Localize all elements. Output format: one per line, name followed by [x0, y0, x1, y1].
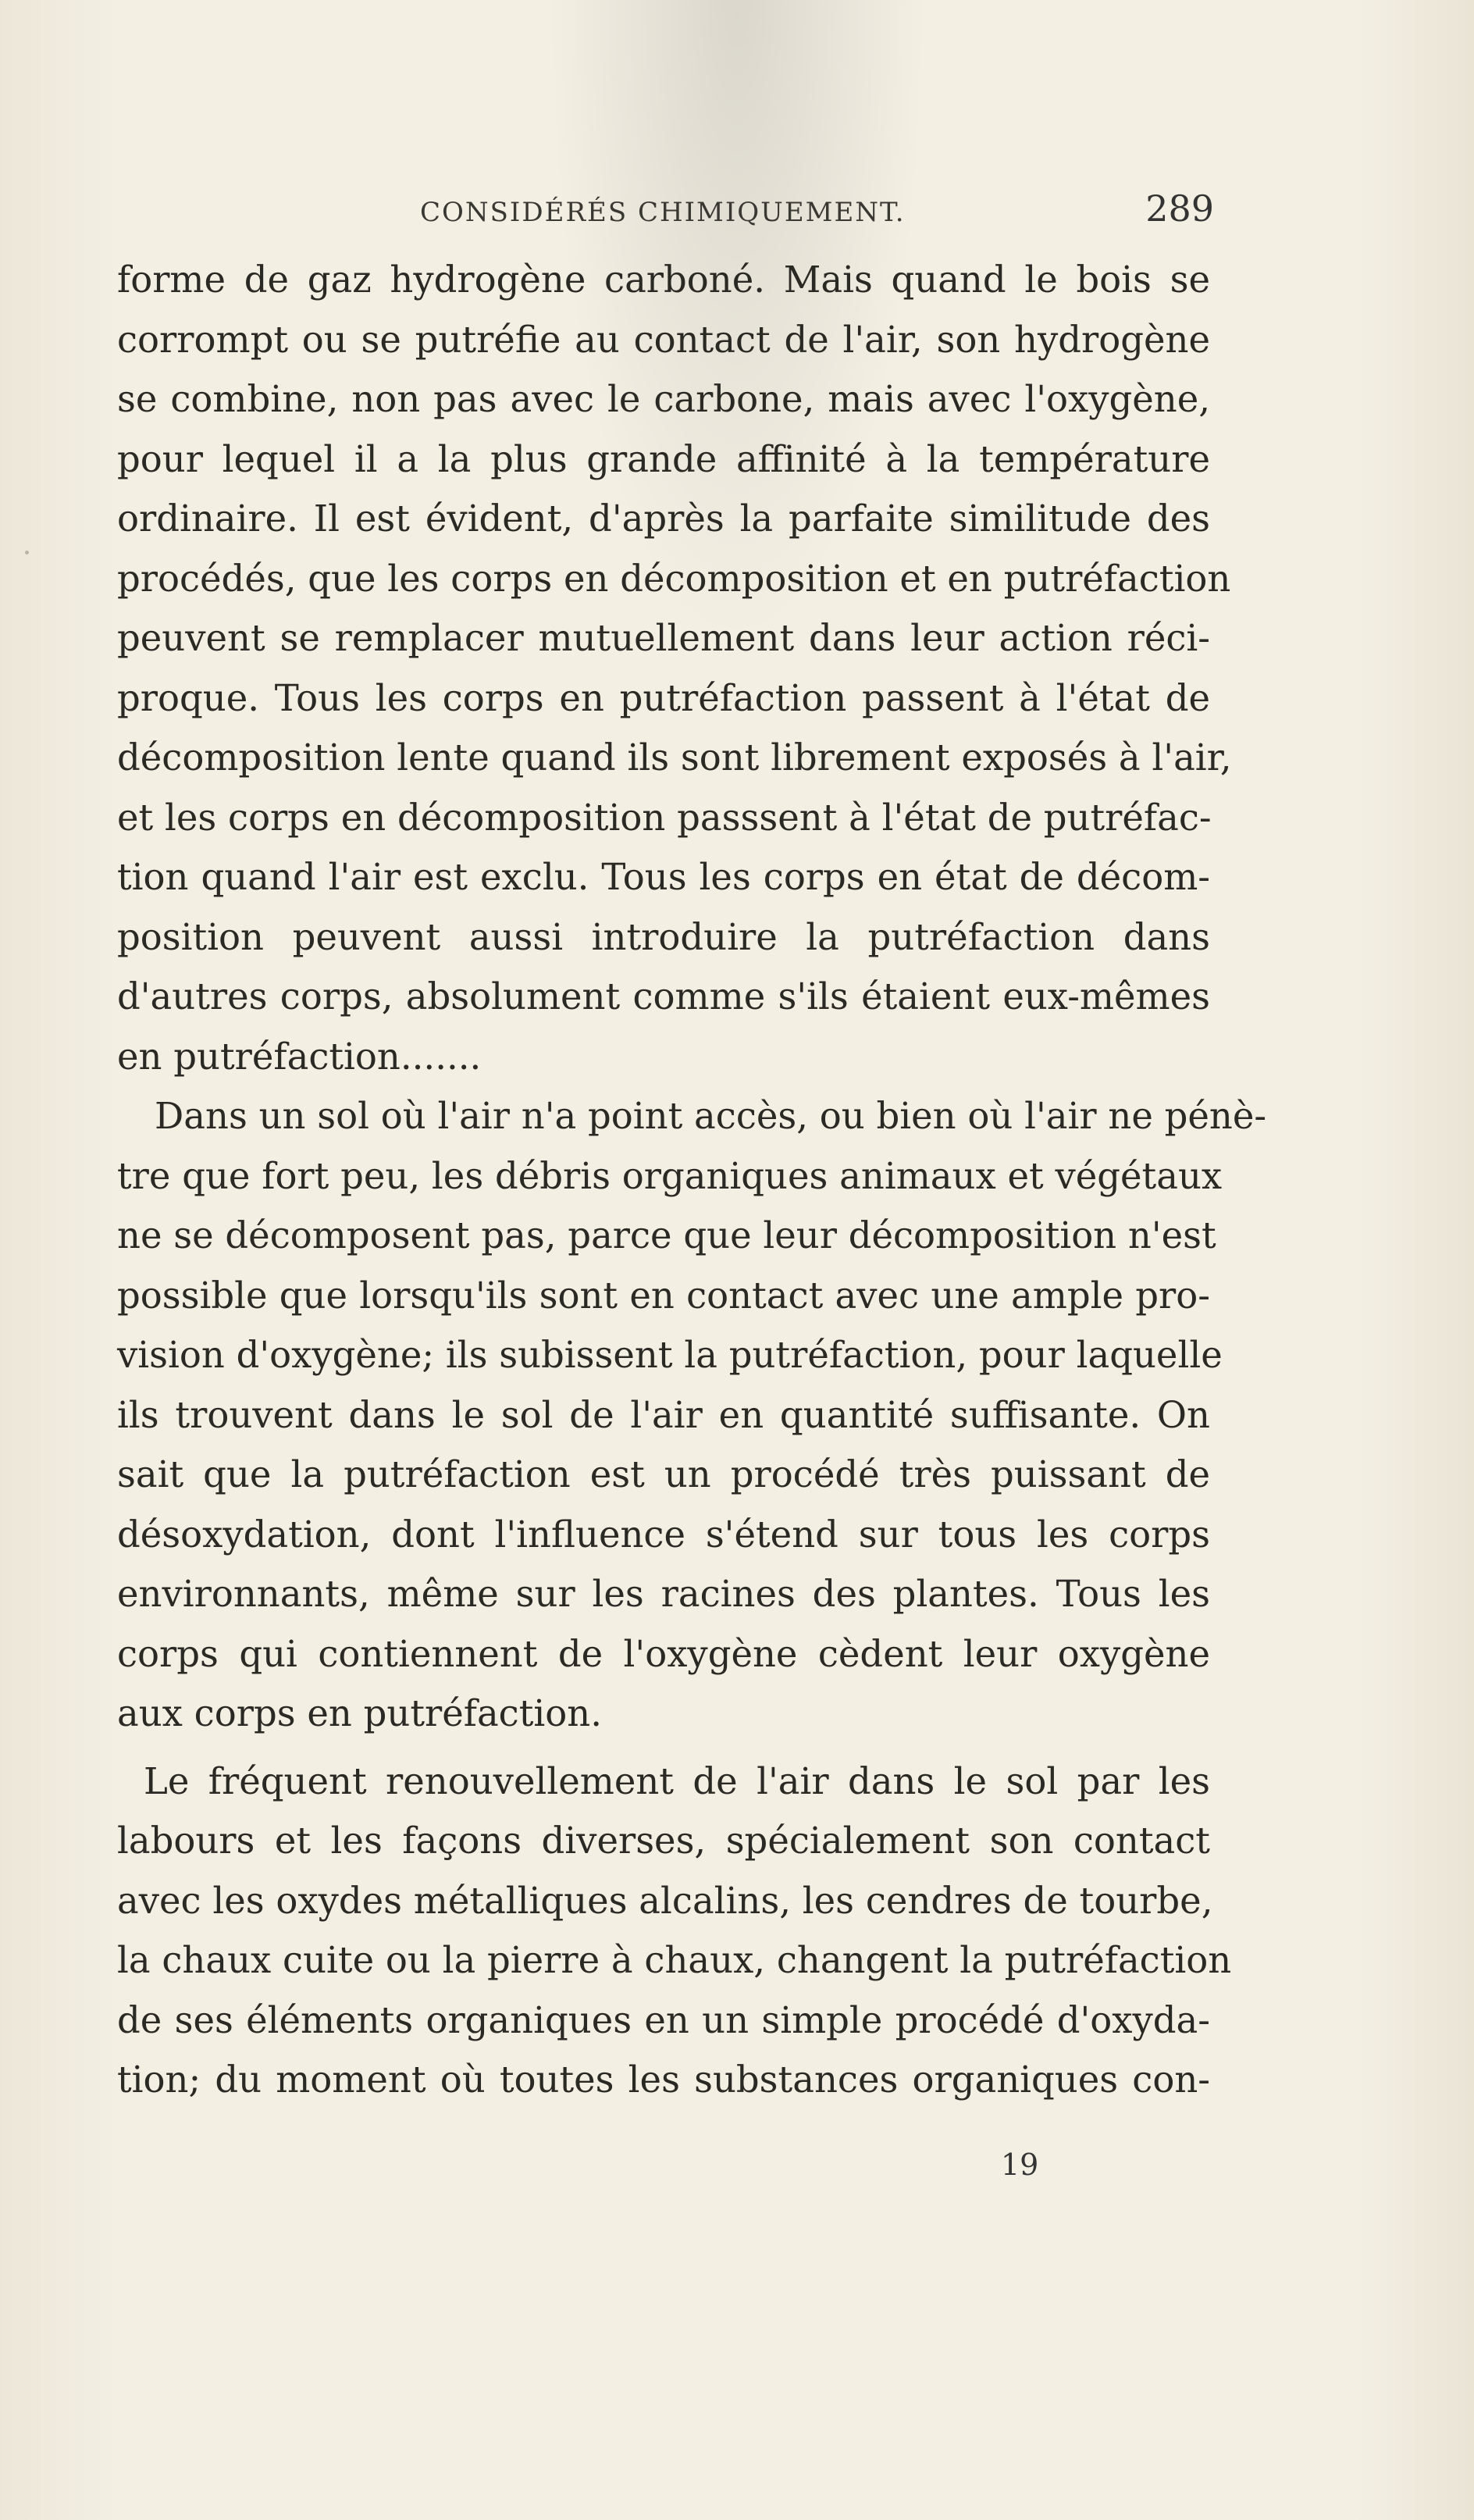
page-number: 289	[1145, 187, 1214, 230]
text-line: ordinaire. Il est évident, d'après la parfaite similitude des	[117, 497, 1210, 540]
text-line: proque. Tous les corps en putréfaction passent à l'état de	[117, 676, 1210, 719]
text-line: la chaux cuite ou la pierre à chaux, changent la putréfaction	[117, 1939, 1232, 1981]
paragraph-1	[117, 250, 1232, 1086]
text-line: décomposition lente quand ils sont librement exposés à l'air,	[117, 736, 1232, 779]
text-line: procédés, que les corps en décomposition et en putréfaction	[117, 557, 1231, 600]
text-line: corps qui contiennent de l'oxygène cèdent leur oxygène	[117, 1632, 1210, 1675]
text-line: avec les oxydes métalliques alcalins, les cendres de tourbe,	[117, 1879, 1213, 1922]
text-line: labours et les façons diverses, spécialement son contact	[117, 1820, 1210, 1862]
text-line: environnants, même sur les racines des plantes. Tous les	[117, 1573, 1210, 1615]
text-line: Le fréquent renouvellement de l'air dans le sol par les	[144, 1759, 1210, 1802]
paper-speck	[25, 551, 29, 554]
text-line: tre que fort peu, les débris organiques animaux et végétaux	[117, 1154, 1223, 1197]
text-line: et les corps en décomposition passsent à l'état de putréfac-	[117, 796, 1212, 839]
text-line: tion; du moment où toutes les substances organiques con-	[117, 2058, 1210, 2101]
text-line: Dans un sol où l'air n'a point accès, ou bien où l'air ne pénè-	[155, 1095, 1267, 1137]
text-line: ils trouvent dans le sol de l'air en quantité suffisante. On	[117, 1393, 1210, 1436]
text-line: sait que la putréfaction est un procédé très puissant de	[117, 1453, 1210, 1495]
text-line: se combine, non pas avec le carbone, mais avec l'oxygène,	[117, 378, 1210, 420]
running-title: CONSIDÉRÉS CHIMIQUEMENT.	[420, 197, 906, 228]
text-line: désoxydation, dont l'influence s'étend sur tous les corps	[117, 1513, 1210, 1556]
text-line: vision d'oxygène; ils subissent la putréfaction, pour laquelle	[117, 1334, 1223, 1376]
paragraph-gap	[117, 1744, 1210, 1752]
signature-mark: 19	[1001, 2148, 1039, 2182]
text-line: pour lequel il a la plus grande affinité à la température	[117, 437, 1210, 480]
text-line: aux corps en putréfaction.	[117, 1692, 603, 1734]
running-head	[117, 187, 1214, 242]
text-line: de ses éléments organiques en un simple procédé d'oxyda-	[117, 1998, 1210, 2041]
text-line: d'autres corps, absolument comme s'ils étaient eux-mêmes	[117, 975, 1210, 1018]
text-line: en putréfaction.......	[117, 1035, 482, 1078]
text-line: ne se décomposent pas, parce que leur décomposition n'est	[117, 1214, 1216, 1256]
text-line: possible que lorsqu'ils sont en contact avec une ample pro-	[117, 1274, 1210, 1317]
text-line: forme de gaz hydrogène carboné. Mais quand le bois se	[117, 258, 1210, 301]
paragraph-3	[117, 1752, 1232, 2110]
body-text	[117, 250, 1267, 2110]
paragraph-2	[117, 1086, 1267, 1744]
text-line: position peuvent aussi introduire la putréfaction dans	[117, 915, 1210, 958]
text-line: corrompt ou se putréfie au contact de l'air, son hydrogène	[117, 318, 1210, 361]
text-line: peuvent se remplacer mutuellement dans leur action réci-	[117, 617, 1210, 659]
text-line: tion quand l'air est exclu. Tous les corps en état de décom-	[117, 856, 1210, 898]
